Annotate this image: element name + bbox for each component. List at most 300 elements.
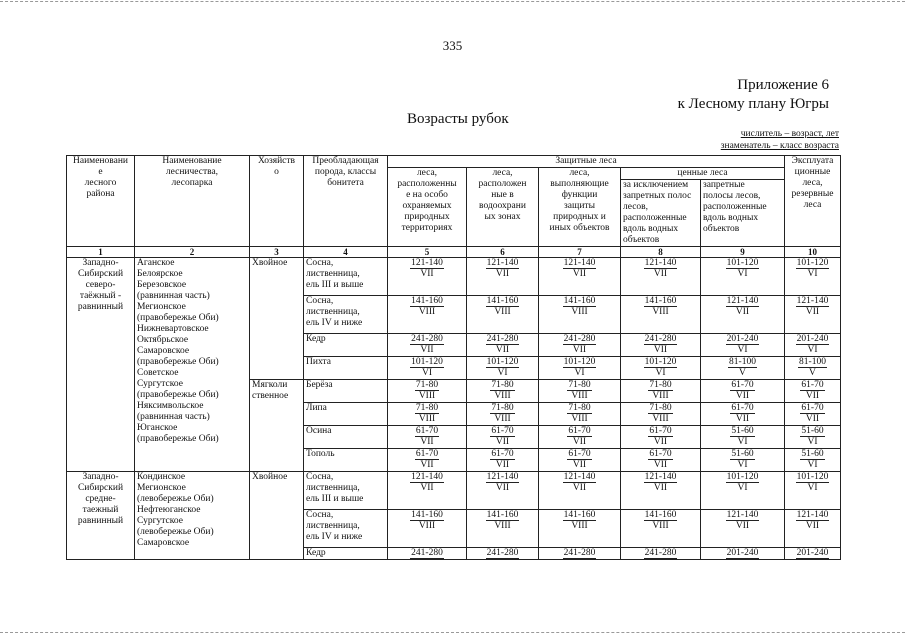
age-fraction <box>410 357 444 378</box>
age-cell <box>539 258 621 296</box>
header-valuable-except: за исключением запретных полос лесов, расположенные вдоль водных объектов <box>621 180 701 247</box>
age-fraction <box>410 296 444 317</box>
header-farm: Хозяйств о <box>250 156 304 247</box>
age-cell <box>701 296 785 334</box>
age-fraction <box>726 548 760 559</box>
age-years: 71-80 <box>568 380 591 390</box>
age-class: VII <box>805 391 820 401</box>
age-cell <box>701 548 785 560</box>
farm-type: Хвойное <box>250 258 304 380</box>
age-cell <box>539 334 621 357</box>
header-exploitation: Эксплуата ционные леса, резервные леса <box>785 156 841 247</box>
age-years: 201-240 <box>726 548 759 558</box>
age-fraction <box>563 258 597 279</box>
age-class: VIII <box>494 521 511 531</box>
age-years: 141-160 <box>644 510 677 520</box>
age-cell <box>621 449 701 472</box>
age-class: VII <box>653 269 668 279</box>
age-years: 141-160 <box>411 296 443 306</box>
age-fraction <box>490 449 514 470</box>
age-cell <box>388 258 467 296</box>
legend-numerator: числитель – возраст, лет <box>740 129 839 139</box>
age-fraction <box>648 403 672 424</box>
species-cell: Сосна, лиственница, ель III и выше <box>304 472 388 510</box>
age-years: 61-70 <box>415 426 439 436</box>
age-cell <box>388 380 467 403</box>
age-fraction <box>726 510 760 531</box>
age-years: 121-140 <box>796 296 829 306</box>
age-cell <box>467 449 539 472</box>
age-years: 121-140 <box>486 258 519 268</box>
age-fraction <box>415 449 439 470</box>
age-years: 61-70 <box>568 426 591 436</box>
age-years: 61-70 <box>649 426 672 436</box>
age-years: 51-60 <box>801 449 824 459</box>
header-prohibited-strips: запретные полосы лесов, расположенные вдоль водных объектов <box>701 180 785 247</box>
age-fraction <box>726 334 760 355</box>
age-cell <box>539 472 621 510</box>
age-cell <box>539 403 621 426</box>
age-years: 81-100 <box>729 357 756 367</box>
age-fraction <box>644 258 678 279</box>
age-years: 241-280 <box>486 548 519 558</box>
age-cell <box>621 403 701 426</box>
age-years: 51-60 <box>801 426 824 436</box>
age-years: 121-140 <box>726 510 759 520</box>
page-number: 335 <box>442 38 463 53</box>
age-fraction <box>490 380 514 401</box>
age-cell <box>785 357 841 380</box>
age-class: VI <box>421 368 432 378</box>
age-years: 241-280 <box>563 334 596 344</box>
age-years: 71-80 <box>491 403 514 413</box>
legend-denominator: знаменатель – класс возраста <box>720 141 839 151</box>
age-fraction <box>563 334 597 355</box>
age-fraction <box>644 296 678 317</box>
age-fraction <box>800 449 824 470</box>
age-cell <box>621 548 701 560</box>
age-class: VII <box>420 345 434 355</box>
age-class: VII <box>420 437 434 447</box>
age-fraction <box>796 548 830 559</box>
age-class: VIII <box>652 521 669 531</box>
column-number: 8 <box>621 247 701 258</box>
age-cell <box>785 258 841 296</box>
age-years: 101-120 <box>796 472 829 482</box>
age-class: VII <box>653 437 668 447</box>
age-class: VIII <box>494 391 511 401</box>
age-cell <box>539 296 621 334</box>
header-valuable: ценные леса <box>621 168 785 180</box>
age-class: VII <box>572 483 587 493</box>
column-number: 1 <box>67 247 135 258</box>
age-years: 141-160 <box>486 510 519 520</box>
age-cell <box>467 334 539 357</box>
column-number: 5 <box>388 247 467 258</box>
age-fraction <box>644 357 678 378</box>
age-class: VIII <box>571 391 588 401</box>
age-fraction <box>567 449 591 470</box>
age-cell <box>621 296 701 334</box>
column-number: 7 <box>539 247 621 258</box>
age-years: 71-80 <box>415 403 439 413</box>
age-fraction <box>644 548 678 559</box>
age-cell <box>621 334 701 357</box>
age-class: VII <box>495 437 510 447</box>
age-years: 141-160 <box>411 510 443 520</box>
age-years: 141-160 <box>486 296 519 306</box>
age-years: 241-280 <box>644 548 677 558</box>
age-fraction <box>796 296 830 317</box>
age-years: 101-120 <box>796 258 829 268</box>
age-years: 101-120 <box>726 472 759 482</box>
age-fraction <box>726 296 760 317</box>
age-class: VIII <box>571 414 588 424</box>
age-years: 101-120 <box>486 357 519 367</box>
age-class: VII <box>653 483 668 493</box>
age-years: 71-80 <box>415 380 439 390</box>
age-fraction <box>410 548 444 559</box>
age-fraction <box>648 380 672 401</box>
age-fraction <box>486 357 520 378</box>
species-cell: Осина <box>304 426 388 449</box>
header-protective: Защитные леса <box>388 156 785 168</box>
age-cell <box>785 548 841 560</box>
age-fraction <box>567 380 591 401</box>
age-fraction <box>563 357 597 378</box>
age-cell <box>621 357 701 380</box>
age-class: VI <box>807 437 818 447</box>
age-years: 121-140 <box>486 472 519 482</box>
age-years: 241-280 <box>411 548 443 558</box>
species-cell: Сосна, лиственница, ель III и выше <box>304 258 388 296</box>
age-years: 141-160 <box>563 510 596 520</box>
species-cell: Кедр <box>304 334 388 357</box>
age-cell <box>467 426 539 449</box>
age-class: VI <box>807 460 818 470</box>
age-fraction <box>486 548 520 559</box>
age-cell <box>467 357 539 380</box>
age-cell <box>701 357 785 380</box>
age-class: VIII <box>418 521 436 531</box>
age-cell <box>785 296 841 334</box>
age-class: VII <box>495 345 510 355</box>
age-cell <box>388 510 467 548</box>
age-cell <box>388 548 467 560</box>
region-name: Западно- Сибирский северо- таёжный - равнинный <box>67 258 135 472</box>
age-fraction <box>410 258 444 279</box>
column-number: 10 <box>785 247 841 258</box>
age-fraction <box>800 426 824 447</box>
age-fraction <box>563 548 597 559</box>
age-cell <box>785 426 841 449</box>
age-class: VII <box>572 437 587 447</box>
age-cell <box>539 380 621 403</box>
age-class: VI <box>807 345 818 355</box>
age-fraction <box>730 449 754 470</box>
age-cell <box>467 403 539 426</box>
age-years: 201-240 <box>796 548 829 558</box>
column-number: 9 <box>701 247 785 258</box>
age-fraction <box>486 472 520 493</box>
age-cell <box>467 548 539 560</box>
age-cell <box>785 334 841 357</box>
age-fraction <box>798 357 827 378</box>
age-class: VIII <box>418 391 436 401</box>
age-cell <box>539 548 621 560</box>
age-fraction <box>730 380 754 401</box>
age-years: 61-70 <box>649 449 672 459</box>
forestry-list: Аганское Белоярское Березовское (равнинная часть) Мегионское (правобережье Оби) Нижневартовское Октябрьское Самаровское (правобережье Оби) Советское Сургутское (правобережье Оби) Няксимвольское (равнинная часть) Юганское (правобережье Оби) <box>135 258 250 472</box>
age-years: 241-280 <box>486 334 519 344</box>
age-cell <box>467 380 539 403</box>
age-fraction <box>648 426 672 447</box>
age-cell <box>539 510 621 548</box>
header-forestry: Наименование лесничества, лесопарка <box>135 156 250 247</box>
age-cell <box>539 357 621 380</box>
age-class: VI <box>807 269 818 279</box>
species-cell: Липа <box>304 403 388 426</box>
age-fraction <box>644 472 678 493</box>
species-cell: Кедр <box>304 548 388 560</box>
age-fraction <box>796 510 830 531</box>
age-cell <box>785 510 841 548</box>
age-fraction <box>563 510 597 531</box>
age-cell <box>785 449 841 472</box>
age-fraction <box>415 426 439 447</box>
age-cell <box>388 426 467 449</box>
age-class: VI <box>497 368 508 378</box>
age-fraction <box>648 449 672 470</box>
age-cell <box>785 403 841 426</box>
age-years: 51-60 <box>731 449 754 459</box>
age-class: VII <box>735 521 750 531</box>
age-years: 121-140 <box>644 472 677 482</box>
age-class: VII <box>572 345 587 355</box>
farm-type: Мягколи ственное <box>250 380 304 472</box>
age-years: 241-280 <box>563 548 596 558</box>
age-fraction <box>490 426 514 447</box>
age-years: 81-100 <box>799 357 826 367</box>
age-class: VII <box>572 269 587 279</box>
age-years: 141-160 <box>563 296 596 306</box>
age-cell <box>388 472 467 510</box>
header-region: Наименовани е лесного района <box>67 156 135 247</box>
age-years: 201-240 <box>726 334 759 344</box>
header-species: Преобладающая порода, классы бонитета <box>304 156 388 247</box>
age-cell <box>621 380 701 403</box>
age-years: 71-80 <box>568 403 591 413</box>
age-class: VII <box>420 269 434 279</box>
age-cell <box>701 380 785 403</box>
age-class: VII <box>420 483 434 493</box>
age-cell <box>621 472 701 510</box>
age-class: VIII <box>571 521 588 531</box>
age-years: 121-140 <box>726 296 759 306</box>
age-fraction <box>567 403 591 424</box>
age-years: 101-120 <box>644 357 677 367</box>
age-cell <box>467 510 539 548</box>
age-cell <box>621 510 701 548</box>
age-fraction <box>800 403 824 424</box>
age-cell <box>621 258 701 296</box>
table-row <box>67 472 841 510</box>
age-class: VIII <box>652 307 669 317</box>
age-years: 121-140 <box>644 258 677 268</box>
age-fraction <box>415 380 439 401</box>
age-fraction <box>796 472 830 493</box>
species-cell: Пихта <box>304 357 388 380</box>
age-cell <box>785 472 841 510</box>
scan-top-edge <box>0 1 905 2</box>
age-years: 71-80 <box>649 403 672 413</box>
age-cell <box>621 426 701 449</box>
age-class: V <box>739 368 746 378</box>
age-fraction <box>644 334 678 355</box>
age-class: VII <box>572 460 587 470</box>
age-years: 61-70 <box>491 426 514 436</box>
age-class: VIII <box>652 414 669 424</box>
age-fraction <box>567 426 591 447</box>
column-number: 4 <box>304 247 388 258</box>
age-cell <box>388 357 467 380</box>
header-water-zones: леса, расположен ные в водоохрани ых зонах <box>467 168 539 247</box>
age-class: VII <box>495 269 510 279</box>
age-years: 241-280 <box>644 334 677 344</box>
age-cell <box>388 296 467 334</box>
age-class: V <box>809 368 816 378</box>
age-fraction <box>410 510 444 531</box>
age-class: VII <box>805 521 820 531</box>
age-years: 241-280 <box>411 334 443 344</box>
age-class: VI <box>737 269 748 279</box>
age-fraction <box>486 510 520 531</box>
species-cell: Сосна, лиственница, ель IV и ниже <box>304 296 388 334</box>
age-years: 141-160 <box>644 296 677 306</box>
age-class: VII <box>735 307 750 317</box>
column-numbers-row <box>67 247 841 258</box>
age-years: 61-70 <box>801 380 824 390</box>
age-fraction <box>415 403 439 424</box>
column-number: 6 <box>467 247 539 258</box>
age-class: VII <box>735 414 750 424</box>
document-title: Возрасты рубок <box>407 111 509 127</box>
column-number: 2 <box>135 247 250 258</box>
age-class: VIII <box>418 414 436 424</box>
age-fraction <box>490 403 514 424</box>
age-fraction <box>644 510 678 531</box>
age-years: 61-70 <box>568 449 591 459</box>
species-cell: Тополь <box>304 449 388 472</box>
age-class: VI <box>737 437 748 447</box>
age-fraction <box>728 357 757 378</box>
cutting-ages-table <box>66 155 841 560</box>
age-class: VIII <box>652 391 669 401</box>
age-class: VII <box>805 414 820 424</box>
age-cell <box>701 426 785 449</box>
age-fraction <box>486 258 520 279</box>
age-years: 61-70 <box>491 449 514 459</box>
age-years: 121-140 <box>563 258 596 268</box>
age-fraction <box>563 296 597 317</box>
age-cell <box>701 510 785 548</box>
age-cell <box>701 258 785 296</box>
scan-bottom-edge <box>0 632 905 633</box>
age-cell <box>701 334 785 357</box>
species-cell: Берёза <box>304 380 388 403</box>
age-class: VI <box>574 368 585 378</box>
age-cell <box>539 449 621 472</box>
table-row <box>67 258 841 296</box>
age-years: 61-70 <box>801 403 824 413</box>
age-cell <box>701 449 785 472</box>
age-years: 61-70 <box>731 403 754 413</box>
age-years: 121-140 <box>411 258 443 268</box>
age-years: 201-240 <box>796 334 829 344</box>
age-class: VII <box>495 460 510 470</box>
age-class: VIII <box>571 307 588 317</box>
age-cell <box>701 403 785 426</box>
age-years: 121-140 <box>796 510 829 520</box>
age-class: VIII <box>494 307 511 317</box>
age-cell <box>701 472 785 510</box>
age-fraction <box>730 426 754 447</box>
age-years: 101-120 <box>563 357 596 367</box>
age-class: VII <box>653 345 668 355</box>
age-fraction <box>410 472 444 493</box>
age-cell <box>388 449 467 472</box>
legend <box>721 128 839 152</box>
age-fraction <box>796 258 830 279</box>
appendix-line-1: Приложение 6 <box>737 77 829 93</box>
age-fraction <box>486 296 520 317</box>
age-class: VI <box>807 483 818 493</box>
age-cell <box>388 334 467 357</box>
age-years: 121-140 <box>411 472 443 482</box>
age-class: VII <box>735 391 750 401</box>
age-years: 101-120 <box>411 357 443 367</box>
age-fraction <box>800 380 824 401</box>
age-years: 101-120 <box>726 258 759 268</box>
age-cell <box>388 403 467 426</box>
age-years: 51-60 <box>731 426 754 436</box>
forestry-list: Кондинское Мегионское (левобережье Оби) Нефтеюганское Сургутское (левобережье Оби) Самаровское <box>135 472 250 560</box>
age-class: VI <box>737 483 748 493</box>
age-class: VIII <box>494 414 511 424</box>
age-cell <box>467 296 539 334</box>
age-cell <box>467 258 539 296</box>
species-cell: Сосна, лиственница, ель IV и ниже <box>304 510 388 548</box>
age-class: VI <box>737 345 748 355</box>
age-years: 71-80 <box>491 380 514 390</box>
age-class: VII <box>805 307 820 317</box>
age-fraction <box>563 472 597 493</box>
age-years: 121-140 <box>563 472 596 482</box>
age-fraction <box>486 334 520 355</box>
age-class: VIII <box>418 307 436 317</box>
age-years: 71-80 <box>649 380 672 390</box>
appendix-line-2: к Лесному плану Югры <box>677 96 829 112</box>
age-years: 61-70 <box>415 449 439 459</box>
age-class: VI <box>655 368 666 378</box>
age-class: VII <box>653 460 668 470</box>
age-fraction <box>726 258 760 279</box>
farm-type: Хвойное <box>250 472 304 560</box>
age-years: 61-70 <box>731 380 754 390</box>
appendix-note <box>678 76 829 114</box>
age-fraction <box>410 334 444 355</box>
age-cell <box>539 426 621 449</box>
